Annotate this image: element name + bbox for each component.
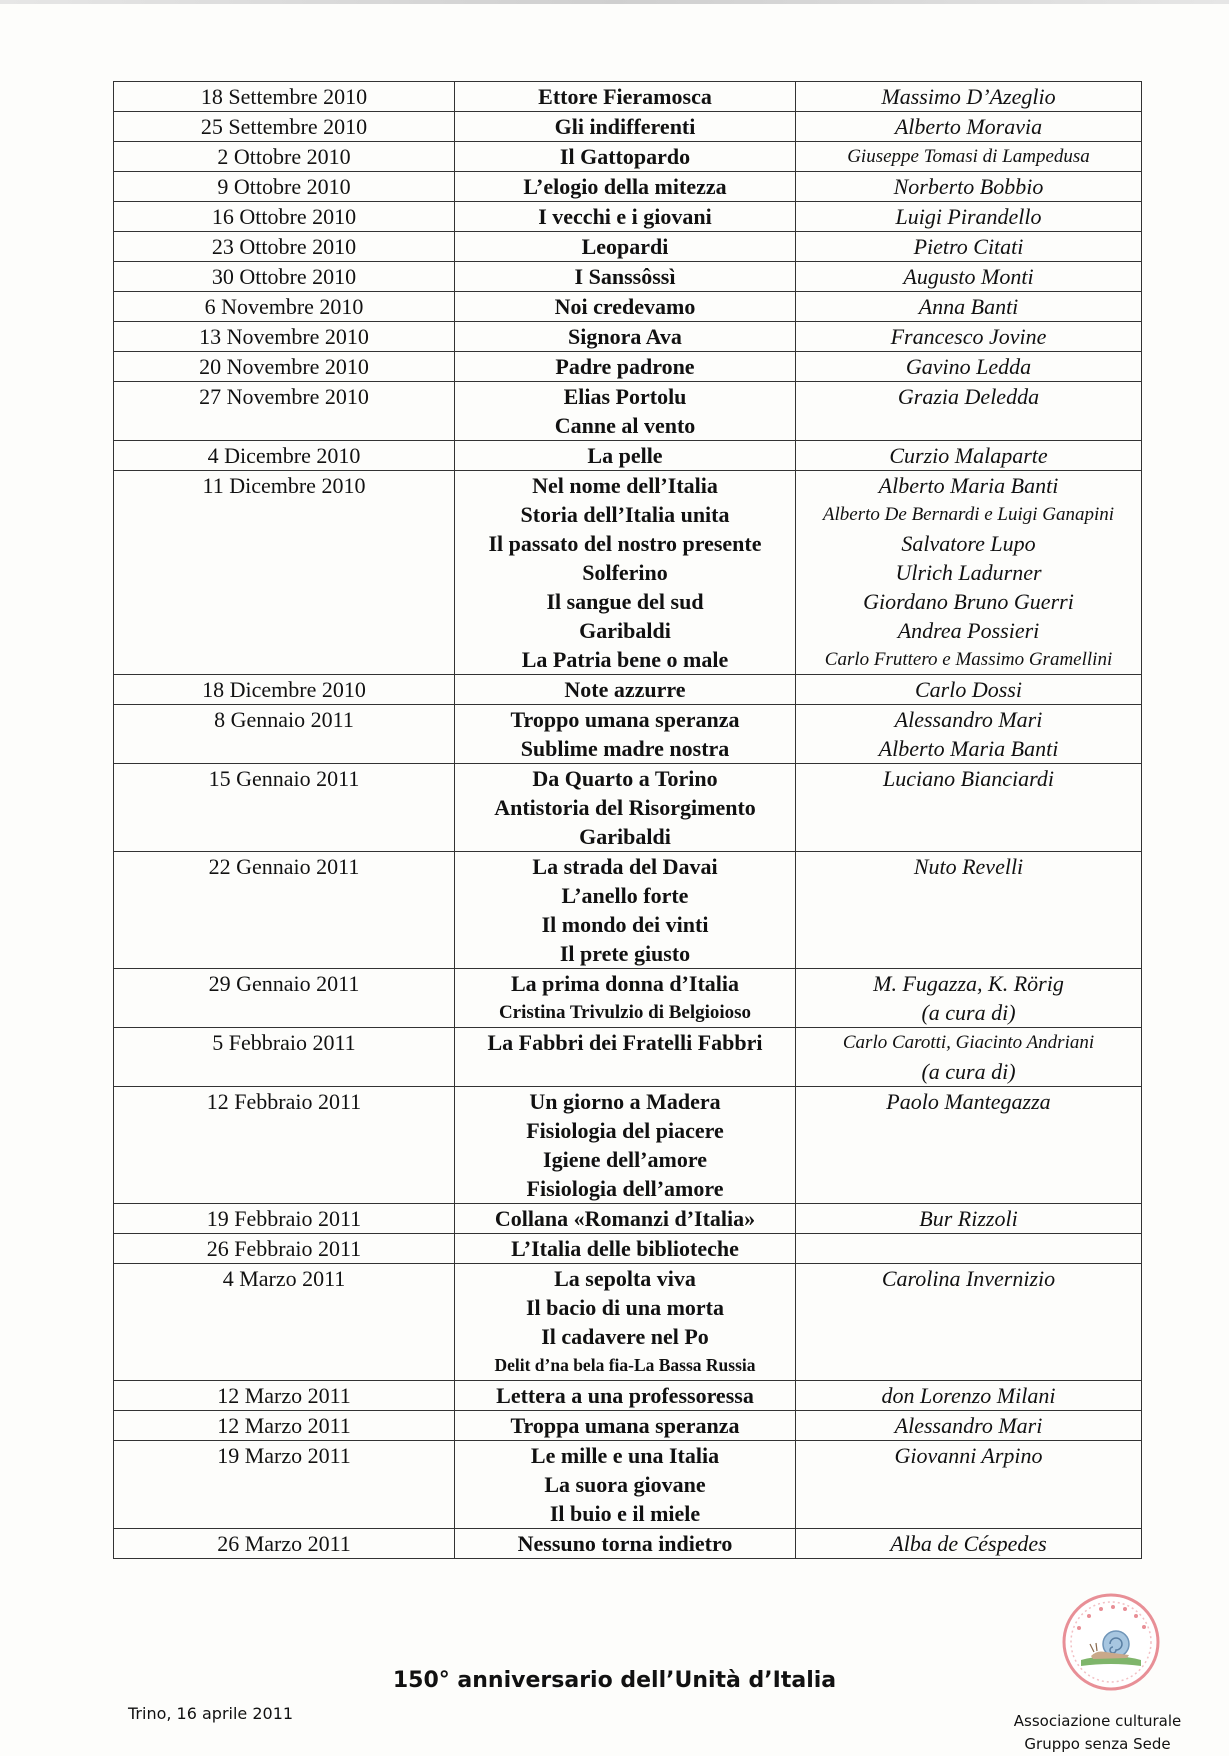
- author-name: M. Fugazza, K. Rörig: [873, 971, 1064, 996]
- title-cell: [455, 852, 796, 969]
- title-cell: [455, 1028, 796, 1087]
- author-name: Carlo Dossi: [915, 677, 1022, 702]
- author-cell: [796, 262, 1142, 292]
- date-cell: 4 Dicembre 2010: [114, 441, 455, 471]
- date-cell: 29 Gennaio 2011: [114, 969, 455, 1028]
- table-row: [114, 764, 1142, 852]
- association-line: Associazione culturale: [1013, 1712, 1182, 1730]
- author-name: Norberto Bobbio: [893, 174, 1044, 199]
- author-name: Francesco Jovine: [890, 324, 1047, 349]
- author-name: Salvatore Lupo: [901, 531, 1036, 556]
- book-title: Le mille e una Italia: [530, 1443, 720, 1468]
- book-title: L’Italia delle biblioteche: [511, 1236, 739, 1261]
- date-cell: 25 Settembre 2010: [114, 112, 455, 142]
- place-date: Trino, 16 aprile 2011: [128, 1704, 294, 1723]
- author-cell: [796, 1441, 1142, 1529]
- date-cell: 9 Ottobre 2010: [114, 172, 455, 202]
- title-cell: [455, 675, 796, 705]
- author-cell: [796, 675, 1142, 705]
- table-row: [114, 441, 1142, 471]
- table-row: [114, 705, 1142, 764]
- author-name: Carlo Fruttero e Massimo Gramellini: [824, 649, 1113, 670]
- table-row: [114, 112, 1142, 142]
- author-cell: [796, 852, 1142, 969]
- table-row: [114, 969, 1142, 1028]
- table-row: [114, 1204, 1142, 1234]
- table-row: [114, 1087, 1142, 1204]
- book-title: Troppo umana speranza: [510, 707, 740, 732]
- table-row: [114, 322, 1142, 352]
- author-name: Paolo Mantegazza: [886, 1089, 1051, 1114]
- book-title: La suora giovane: [544, 1472, 706, 1497]
- date-cell: 18 Dicembre 2010: [114, 675, 455, 705]
- author-cell: [796, 292, 1142, 322]
- date-cell: 26 Febbraio 2011: [114, 1234, 455, 1264]
- title-cell: [455, 202, 796, 232]
- book-title: Storia dell’Italia unita: [520, 502, 730, 527]
- author-cell: [796, 1381, 1142, 1411]
- title-cell: [455, 969, 796, 1028]
- book-title: Da Quarto a Torino: [532, 766, 718, 791]
- author-name: Alessandro Mari: [894, 707, 1043, 732]
- author-cell: [796, 382, 1142, 441]
- book-title: Delit d’na bela fia-La Bassa Russia: [494, 1355, 756, 1375]
- title-cell: [455, 232, 796, 262]
- book-title: Elias Portolu: [563, 384, 687, 409]
- book-title: La strada del Davai: [532, 854, 718, 879]
- book-title: Sublime madre nostra: [520, 736, 730, 761]
- date-cell: 23 Ottobre 2010: [114, 232, 455, 262]
- book-title: Note azzurre: [564, 677, 686, 702]
- date-cell: 27 Novembre 2010: [114, 382, 455, 441]
- book-title: I vecchi e i giovani: [538, 204, 712, 229]
- table-row: [114, 292, 1142, 322]
- book-title: L’elogio della mitezza: [523, 174, 727, 199]
- author-name: Giovanni Arpino: [894, 1443, 1043, 1468]
- date-cell: 19 Febbraio 2011: [114, 1204, 455, 1234]
- book-title: La pelle: [587, 443, 663, 468]
- author-cell: [796, 232, 1142, 262]
- date-cell: 2 Ottobre 2010: [114, 142, 455, 172]
- author-name: Augusto Monti: [903, 264, 1034, 289]
- author-name: Grazia Deledda: [897, 384, 1040, 409]
- table-row: [114, 1441, 1142, 1529]
- author-name: don Lorenzo Milani: [881, 1383, 1056, 1408]
- book-title: Nel nome dell’Italia: [532, 473, 718, 498]
- book-title: Signora Ava: [568, 324, 682, 349]
- author-name: Alberto Maria Banti: [878, 473, 1059, 498]
- date-cell: 26 Marzo 2011: [114, 1529, 455, 1559]
- date-cell: 11 Dicembre 2010: [114, 471, 455, 675]
- table-row: [114, 675, 1142, 705]
- table-row: [114, 382, 1142, 441]
- date-cell: 13 Novembre 2010: [114, 322, 455, 352]
- author-name: Anna Banti: [918, 294, 1019, 319]
- table-row: [114, 262, 1142, 292]
- book-title: La Fabbri dei Fratelli Fabbri: [487, 1030, 763, 1055]
- author-cell: [796, 764, 1142, 852]
- book-title: La Patria bene o male: [521, 647, 729, 672]
- book-title: Garibaldi: [579, 618, 671, 643]
- date-cell: 19 Marzo 2011: [114, 1441, 455, 1529]
- title-cell: [455, 82, 796, 112]
- author-name: Nuto Revelli: [913, 854, 1024, 879]
- date-cell: 12 Febbraio 2011: [114, 1087, 455, 1204]
- author-cell: [796, 172, 1142, 202]
- title-cell: [455, 382, 796, 441]
- book-title: Fisiologia dell’amore: [526, 1176, 724, 1201]
- author-name: Carlo Carotti, Giacinto Andriani: [842, 1032, 1095, 1053]
- title-cell: [455, 471, 796, 675]
- author-cell: [796, 142, 1142, 172]
- book-title: Il bacio di una morta: [525, 1295, 725, 1320]
- table-row: [114, 82, 1142, 112]
- author-name: Pietro Citati: [913, 234, 1024, 259]
- author-name: Alberto Moravia: [894, 114, 1043, 139]
- author-cell: [796, 705, 1142, 764]
- table-row: [114, 202, 1142, 232]
- author-cell: [796, 1264, 1142, 1381]
- date-cell: 4 Marzo 2011: [114, 1264, 455, 1381]
- date-cell: 20 Novembre 2010: [114, 352, 455, 382]
- book-title: I Sanssôssì: [574, 264, 676, 289]
- book-title: Il mondo dei vinti: [541, 912, 709, 937]
- table-row: [114, 1411, 1142, 1441]
- title-cell: [455, 1529, 796, 1559]
- schedule-table: [113, 81, 1142, 1559]
- book-title: Lettera a una professoressa: [496, 1383, 754, 1408]
- table-row: [114, 852, 1142, 969]
- author-name: Giordano Bruno Guerri: [863, 589, 1074, 614]
- date-cell: 8 Gennaio 2011: [114, 705, 455, 764]
- author-cell: [796, 82, 1142, 112]
- title-cell: [455, 1441, 796, 1529]
- book-title: Garibaldi: [579, 824, 671, 849]
- table-row: [114, 1234, 1142, 1264]
- page-top-edge: [0, 0, 1229, 4]
- author-name: Massimo D’Azeglio: [881, 84, 1056, 109]
- title-cell: [455, 764, 796, 852]
- date-cell: 18 Settembre 2010: [114, 82, 455, 112]
- table-row: [114, 1264, 1142, 1381]
- book-title: La sepolta viva: [554, 1266, 696, 1291]
- date-cell: 22 Gennaio 2011: [114, 852, 455, 969]
- date-cell: 5 Febbraio 2011: [114, 1028, 455, 1087]
- author-name: Luigi Pirandello: [895, 204, 1042, 229]
- table-row: [114, 471, 1142, 675]
- book-title: Troppa umana speranza: [510, 1413, 740, 1438]
- book-title: Ettore Fieramosca: [538, 84, 712, 109]
- author-cell: [796, 1087, 1142, 1204]
- author-name: Bur Rizzoli: [919, 1206, 1018, 1231]
- author-cell: [796, 112, 1142, 142]
- author-name: (a cura di): [921, 1000, 1016, 1025]
- author-cell: [796, 969, 1142, 1028]
- author-name: Alba de Céspedes: [890, 1531, 1047, 1556]
- author-cell: [796, 441, 1142, 471]
- book-title: Il buio e il miele: [549, 1501, 701, 1526]
- book-title: Antistoria del Risorgimento: [494, 795, 756, 820]
- date-cell: 6 Novembre 2010: [114, 292, 455, 322]
- author-name: Alberto Maria Banti: [878, 736, 1059, 761]
- book-title: Il passato del nostro presente: [488, 531, 762, 556]
- book-title: Gli indifferenti: [554, 114, 696, 139]
- author-cell: [796, 202, 1142, 232]
- book-title: Leopardi: [581, 234, 669, 259]
- author-cell: [796, 1204, 1142, 1234]
- date-cell: 30 Ottobre 2010: [114, 262, 455, 292]
- author-name: Luciano Bianciardi: [883, 766, 1054, 791]
- date-cell: 16 Ottobre 2010: [114, 202, 455, 232]
- title-cell: [455, 172, 796, 202]
- table-row: [114, 1381, 1142, 1411]
- book-title: Nessuno torna indietro: [517, 1531, 733, 1556]
- title-cell: [455, 1381, 796, 1411]
- title-cell: [455, 262, 796, 292]
- author-cell: [796, 471, 1142, 675]
- title-cell: [455, 1204, 796, 1234]
- book-title: Il sangue del sud: [546, 589, 704, 614]
- author-name: Andrea Possieri: [897, 618, 1040, 643]
- book-title: Noi credevamo: [554, 294, 696, 319]
- author-name: Alberto De Bernardi e Luigi Ganapini: [822, 504, 1115, 525]
- title-cell: [455, 352, 796, 382]
- association-line: Gruppo senza Sede: [1024, 1735, 1171, 1753]
- title-cell: [455, 1234, 796, 1264]
- author-cell: [796, 322, 1142, 352]
- book-title: Il prete giusto: [559, 941, 691, 966]
- association-name: [1000, 1710, 1195, 1756]
- author-cell: [796, 1028, 1142, 1087]
- title-cell: [455, 705, 796, 764]
- book-title: Cristina Trivulzio di Belgioioso: [498, 1002, 752, 1023]
- title-cell: [455, 112, 796, 142]
- book-title: Fisiologia del piacere: [526, 1118, 724, 1143]
- book-title: La prima donna d’Italia: [511, 971, 739, 996]
- anniversary-title: 150° anniversario dell’Unità d’Italia: [392, 1668, 837, 1693]
- book-title: Il cadavere nel Po: [541, 1324, 709, 1349]
- date-cell: 15 Gennaio 2011: [114, 764, 455, 852]
- table-row: [114, 142, 1142, 172]
- book-title: Un giorno a Madera: [529, 1089, 721, 1114]
- author-cell: [796, 352, 1142, 382]
- date-cell: 12 Marzo 2011: [114, 1381, 455, 1411]
- book-title: Canne al vento: [554, 413, 696, 438]
- book-title: Collana «Romanzi d’Italia»: [494, 1206, 756, 1231]
- title-cell: [455, 1264, 796, 1381]
- table-row: [114, 1028, 1142, 1087]
- author-name: Giuseppe Tomasi di Lampedusa: [847, 146, 1090, 167]
- title-cell: [455, 322, 796, 352]
- author-cell: [796, 1529, 1142, 1559]
- author-cell: [796, 1411, 1142, 1441]
- title-cell: [455, 1087, 796, 1204]
- author-name: Alessandro Mari: [894, 1413, 1043, 1438]
- book-title: Igiene dell’amore: [543, 1147, 707, 1172]
- table-row: [114, 352, 1142, 382]
- title-cell: [455, 142, 796, 172]
- author-name: Carolina Invernizio: [881, 1266, 1056, 1291]
- title-cell: [455, 1411, 796, 1441]
- table-row: [114, 232, 1142, 262]
- author-name: Curzio Malaparte: [889, 443, 1048, 468]
- book-title: Il Gattopardo: [559, 144, 691, 169]
- book-title: Padre padrone: [555, 354, 695, 379]
- author-name: (a cura di): [921, 1059, 1016, 1084]
- author-cell: [796, 1234, 1142, 1264]
- book-title: Solferino: [582, 560, 668, 585]
- table-row: [114, 172, 1142, 202]
- title-cell: [455, 441, 796, 471]
- author-name: Gavino Ledda: [905, 354, 1032, 379]
- table-row: [114, 1529, 1142, 1559]
- date-cell: 12 Marzo 2011: [114, 1411, 455, 1441]
- author-name: Ulrich Ladurner: [895, 560, 1042, 585]
- book-title: L’anello forte: [561, 883, 689, 908]
- title-cell: [455, 292, 796, 322]
